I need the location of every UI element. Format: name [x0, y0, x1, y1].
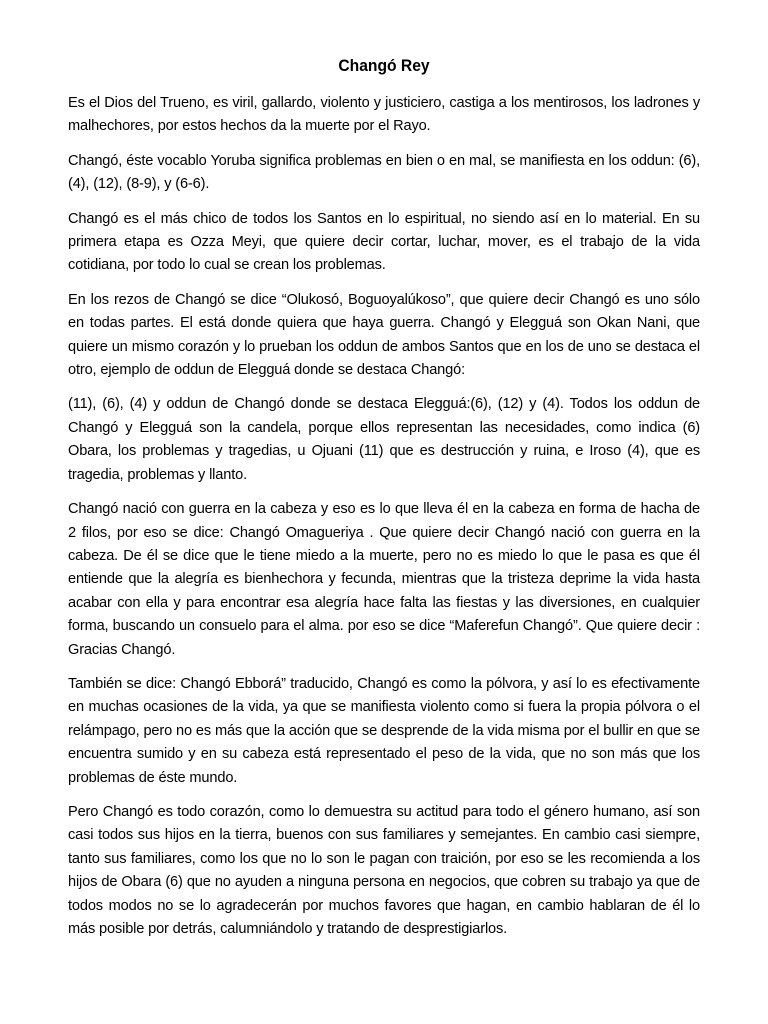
paragraph-3: Changó es el más chico de todos los Santos en lo espiritual, no siendo así en lo material. En su primera etapa es Ozza Meyi, que quiere decir cortar, luchar, mover, es el trabajo de la vida cotidiana, por todo lo cual se crean los problemas.: [68, 210, 700, 274]
paragraph-8: Pero Changó es todo corazón, como lo demuestra su actitud para todo el género humano, así son casi todos sus hijos en la tierra, buenos con sus familiares y semejantes. En cambio casi siempre, tanto sus familiares, como los que no lo son le pagan con traición, por eso se les recomienda a los hijos de Obara (6) que no ayuden a ninguna persona en negocios, que cobren su trabajo ya que de todos modos no se lo agradecerán por muchos favores que hagan, en cambio hablaran de él lo más posible por detrás, calumniándolo y tratando de desprestigiarlos.: [68, 803, 700, 937]
paragraph-7: También se dice: Changó Ebborá” traducido, Changó es como la pólvora, y así lo es efectivamente en muchas ocasiones de la vida, ya que se manifiesta violento como si fuera la propia pólvora o el relámpago, pero no es más que la acción que se desprende de la vida misma por el bullir en que se encuentra sumido y en su cabeza está representado el peso de la vida, que no son más que los problemas de éste mundo.: [68, 675, 700, 786]
document-title: Changó Rey: [338, 56, 430, 75]
paragraph-2: Changó, éste vocablo Yoruba significa problemas en bien o en mal, se manifiesta en los oddun: (6), (4), (12), (8-9), y (6-6).: [68, 152, 700, 193]
paragraph-5: (11), (6), (4) y oddun de Changó donde se destaca Elegguá:(6), (12) y (4). Todos los oddun de Changó y Elegguá son la candela, porque ellos representan las necesidades, como indica (6) Obara, los problemas y tragedias, u Ojuani (11) que es destrucción y ruina, e Iroso (4), que es tragedia, problemas y llanto.: [68, 396, 700, 483]
paragraph-4: En los rezos de Changó se dice “Olukosó, Boguoyalúkoso”, que quiere decir Changó es uno sólo en todas partes. El está donde quiera que haya guerra. Changó y Elegguá son Okan Nani, que quiere un mismo corazón y lo prueban los oddun de ambos Santos que en los de uno se destaca el otro, ejemplo de oddun de Elegguá donde se destaca Changó:: [68, 291, 700, 379]
document-page: [68, 54, 700, 952]
paragraph-6: Changó nació con guerra en la cabeza y eso es lo que lleva él en la cabeza en forma de hacha de 2 filos, por eso se dice: Changó Omagueriya . Que quiere decir Changó nació con guerra en la cabeza. De él se dice que le tiene miedo a la muerte, pero no es miedo lo que le pasa es que él entiende que la alegría es bienhechora y fecunda, mientras que la tristeza deprime la vida hasta acabar con ella y para encontrar esa alegría hace falta las fiestas y las diversiones, en cualquier forma, buscando un consuelo para el alma. por eso se dice “Maferefun Changó”. Que quiere decir : Gracias Changó.: [68, 501, 700, 658]
paragraph-1: Es el Dios del Trueno, es viril, gallardo, violento y justiciero, castiga a los mentirosos, los ladrones y malhechores, por estos hechos da la muerte por el Rayo.: [68, 95, 700, 135]
